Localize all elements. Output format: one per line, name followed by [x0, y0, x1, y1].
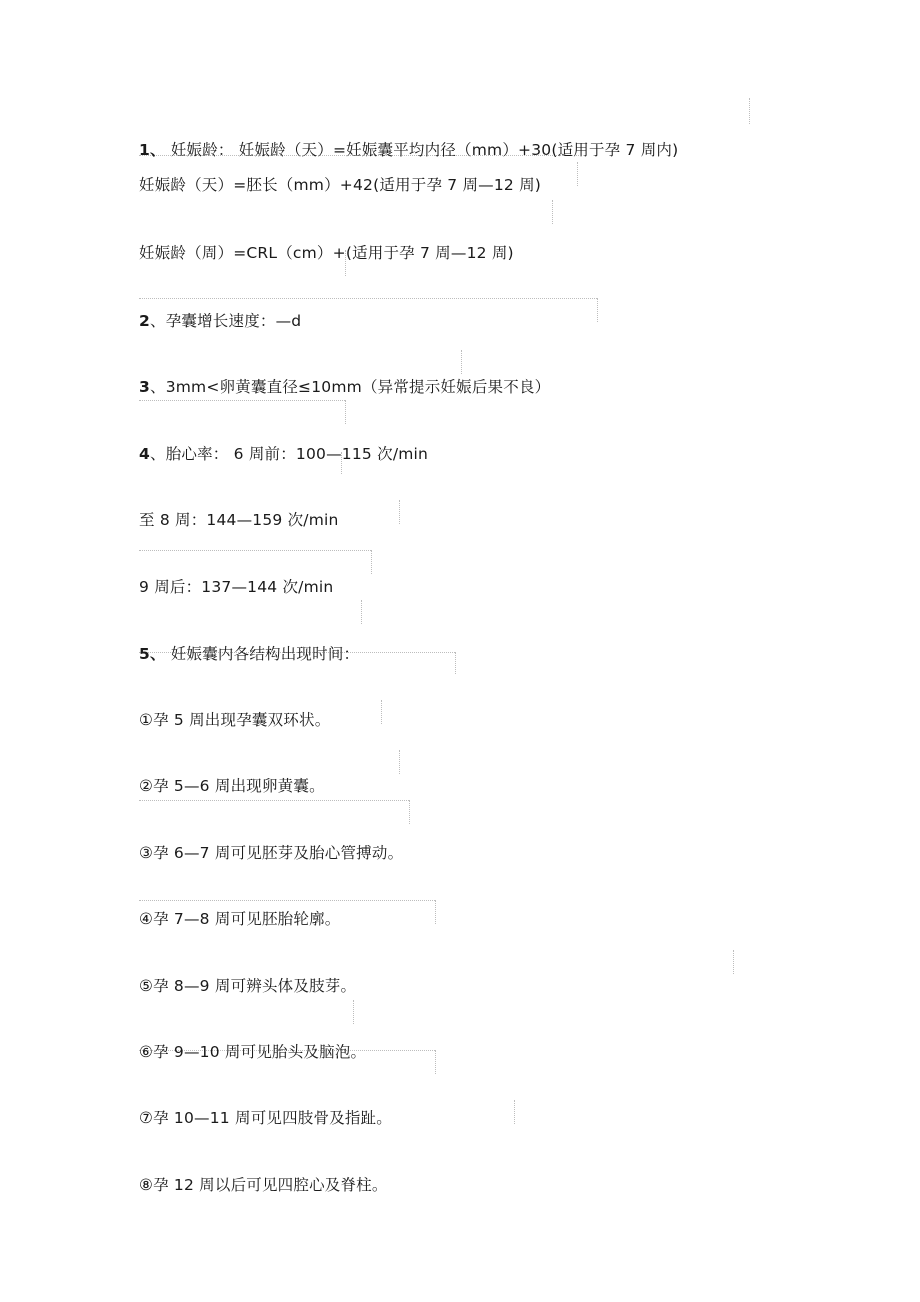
line-text: ④孕 7—8 周可见胚胎轮廓。 — [139, 910, 341, 928]
line-text: 妊娠龄（天）=胚长（mm）+42(适用于孕 7 周—12 周) — [139, 176, 542, 194]
residue-vertical-rule — [399, 500, 400, 524]
structure-item-3 — [139, 843, 403, 863]
residue-vertical-rule — [345, 400, 346, 424]
residue-vertical-rule — [399, 750, 400, 774]
residue-vertical-rule — [361, 600, 362, 624]
residue-vertical-rule — [381, 700, 382, 724]
residue-horizontal-rule — [139, 900, 435, 901]
sac-growth-rate-line — [139, 311, 301, 331]
line-text: ③孕 6—7 周可见胚芽及胎心管搏动。 — [139, 844, 404, 862]
structure-item-8 — [139, 1175, 388, 1195]
item-marker: 4 — [139, 445, 150, 463]
residue-vertical-rule — [353, 1000, 354, 1024]
line-text: ⑦孕 10—11 周可见四肢骨及指趾。 — [139, 1109, 392, 1127]
residue-horizontal-rule — [139, 800, 409, 801]
residue-vertical-rule — [461, 350, 462, 374]
line-text: 妊娠龄（周）=CRL（cm）+(适用于孕 7 周—12 周) — [139, 244, 514, 262]
residue-horizontal-rule — [139, 400, 345, 401]
structure-item-4 — [139, 909, 340, 929]
residue-horizontal-rule — [139, 550, 371, 551]
line-text: 妊娠囊内各结构出现时间： — [165, 645, 360, 663]
structure-item-2 — [139, 776, 325, 796]
residue-vertical-rule — [552, 200, 553, 224]
line-text: ⑤孕 8—9 周可辨头体及肢芽。 — [139, 977, 357, 995]
line-text: ②孕 5—6 周出现卵黄囊。 — [139, 777, 325, 795]
gestational-age-embryo-length-line — [139, 175, 541, 195]
residue-vertical-rule — [409, 800, 410, 824]
structure-item-5 — [139, 976, 356, 996]
structure-item-6 — [139, 1042, 366, 1062]
line-text: ⑧孕 12 周以后可见四腔心及脊柱。 — [139, 1176, 388, 1194]
item-marker: 2 — [139, 312, 150, 330]
line-text: 妊娠龄： 妊娠龄（天）=妊娠囊平均内径（mm）+30(适用于孕 7 周内) — [165, 141, 679, 159]
gestational-age-heading-line — [139, 140, 678, 160]
residue-vertical-rule — [749, 98, 750, 124]
residue-vertical-rule — [435, 1050, 436, 1074]
fetal-heart-rate-line — [139, 444, 428, 464]
line-text: 至 8 周：144—159 次/min — [139, 511, 339, 529]
residue-vertical-rule — [514, 1100, 515, 1124]
line-text: ⑥孕 9—10 周可见胎头及脑泡。 — [139, 1043, 367, 1061]
heart-rate-week8-line — [139, 510, 339, 530]
line-text: 、孕囊增长速度：—d — [150, 312, 302, 330]
residue-horizontal-rule — [139, 298, 597, 299]
line-text: 、胎心率： 6 周前：100—115 次/min — [150, 445, 429, 463]
gestational-age-crl-line — [139, 243, 514, 263]
heart-rate-week9-line — [139, 577, 333, 597]
yolk-sac-diameter-line — [139, 377, 550, 397]
residue-vertical-rule — [371, 550, 372, 574]
item-marker: 3 — [139, 378, 150, 396]
structure-item-1 — [139, 710, 330, 730]
line-text: ①孕 5 周出现孕囊双环状。 — [139, 711, 331, 729]
line-text: 、3mm<卵黄囊直径≤10mm（异常提示妊娠后果不良） — [150, 378, 551, 396]
residue-vertical-rule — [455, 652, 456, 674]
line-text: 9 周后：137—144 次/min — [139, 578, 334, 596]
structure-item-7 — [139, 1108, 392, 1128]
item-marker: 1、 — [139, 141, 166, 159]
residue-vertical-rule — [435, 900, 436, 924]
item-marker: 5、 — [139, 645, 166, 663]
structures-heading-line — [139, 644, 359, 664]
residue-vertical-rule — [597, 298, 598, 322]
residue-vertical-rule — [733, 950, 734, 974]
residue-vertical-rule — [577, 162, 578, 186]
